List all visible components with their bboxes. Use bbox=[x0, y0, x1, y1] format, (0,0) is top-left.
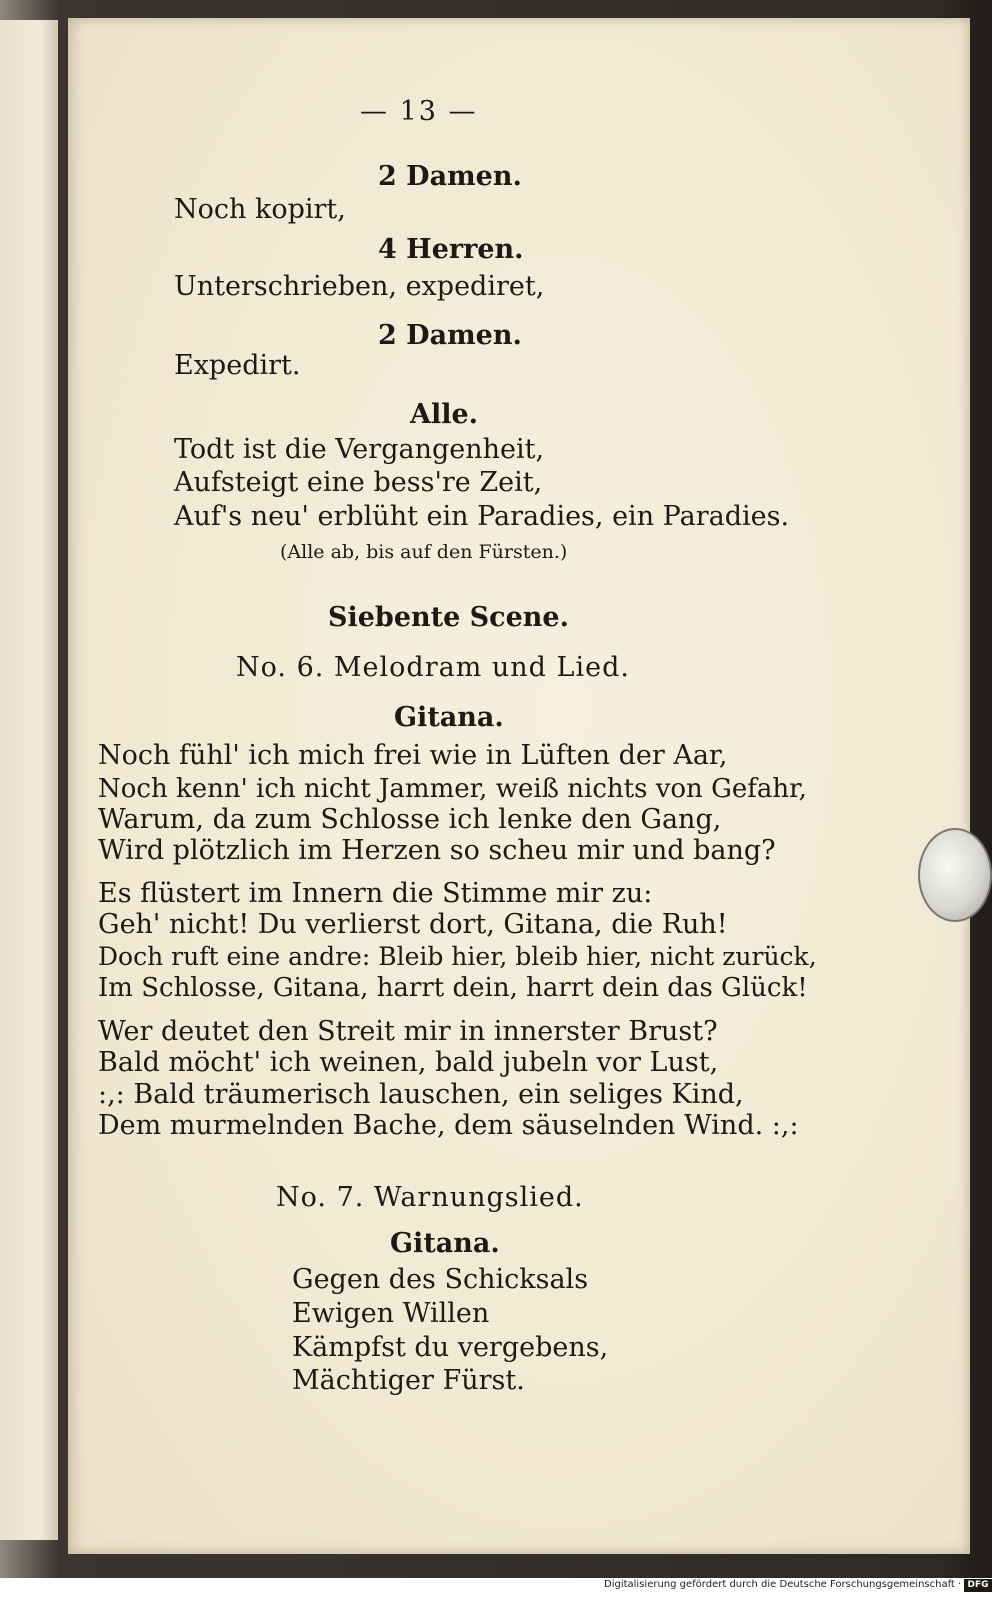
page-number: — 13 — bbox=[360, 96, 478, 127]
speaker-heading: Gitana. bbox=[394, 702, 504, 733]
verse-line: :,: Bald träumerisch lauschen, ein seliges Kind, bbox=[98, 1079, 744, 1110]
verse-line: Mächtiger Fürst. bbox=[292, 1365, 525, 1396]
verse-line: Unterschrieben, expediret, bbox=[174, 271, 545, 302]
speaker-heading: 4 Herren. bbox=[378, 234, 524, 265]
page-clip bbox=[918, 828, 992, 922]
verse-line: Geh' nicht! Du verlierst dort, Gitana, die Ruh! bbox=[98, 909, 728, 940]
speaker-heading: Alle. bbox=[410, 399, 479, 430]
verse-line: Auf's neu' erblüht ein Paradies, ein Paradies. bbox=[174, 501, 790, 532]
facing-page-edge bbox=[0, 20, 58, 1540]
verse-line: Wird plötzlich im Herzen so scheu mir und bang? bbox=[98, 835, 776, 866]
verse-line: Dem murmelnden Bache, dem säuselnden Wind. :,: bbox=[98, 1110, 799, 1141]
verse-line: Expedirt. bbox=[174, 350, 301, 381]
verse-line: Im Schlosse, Gitana, harrt dein, harrt dein das Glück! bbox=[98, 973, 808, 1003]
verse-line: Aufsteigt eine bess're Zeit, bbox=[174, 467, 543, 498]
verse-line: Bald möcht' ich weinen, bald jubeln vor Lust, bbox=[98, 1047, 719, 1078]
verse-line: Todt ist die Vergangenheit, bbox=[174, 434, 545, 465]
verse-line: Gegen des Schicksals bbox=[292, 1264, 589, 1295]
verse-line: Wer deutet den Streit mir in innerster Brust? bbox=[98, 1016, 718, 1047]
number-heading: No. 6. Melodram und Lied. bbox=[236, 652, 630, 683]
stage-direction: (Alle ab, bis auf den Fürsten.) bbox=[280, 541, 568, 563]
verse-line: Kämpfst du vergebens, bbox=[292, 1332, 609, 1363]
digitization-credit: Digitalisierung gefördert durch die Deutsche Forschungsgemeinschaft · bbox=[604, 1579, 962, 1590]
verse-line: Es flüstert im Innern die Stimme mir zu: bbox=[98, 878, 653, 909]
verse-line: Noch kenn' ich nicht Jammer, weiß nichts von Gefahr, bbox=[98, 774, 807, 804]
number-heading: No. 7. Warnungslied. bbox=[276, 1182, 584, 1213]
verse-line: Ewigen Willen bbox=[292, 1298, 490, 1329]
verse-line: Warum, da zum Schlosse ich lenke den Gang, bbox=[98, 804, 722, 835]
verse-line: Noch kopirt, bbox=[174, 194, 346, 225]
speaker-heading: 2 Damen. bbox=[378, 161, 522, 192]
scene-heading: Siebente Scene. bbox=[328, 602, 569, 633]
speaker-heading: Gitana. bbox=[390, 1228, 500, 1259]
verse-line: Noch fühl' ich mich frei wie in Lüften der Aar, bbox=[98, 740, 728, 771]
verse-line: Doch ruft eine andre: Bleib hier, bleib hier, nicht zurück, bbox=[98, 942, 817, 971]
speaker-heading: 2 Damen. bbox=[378, 320, 522, 351]
dfg-logo: DFG bbox=[964, 1579, 992, 1592]
